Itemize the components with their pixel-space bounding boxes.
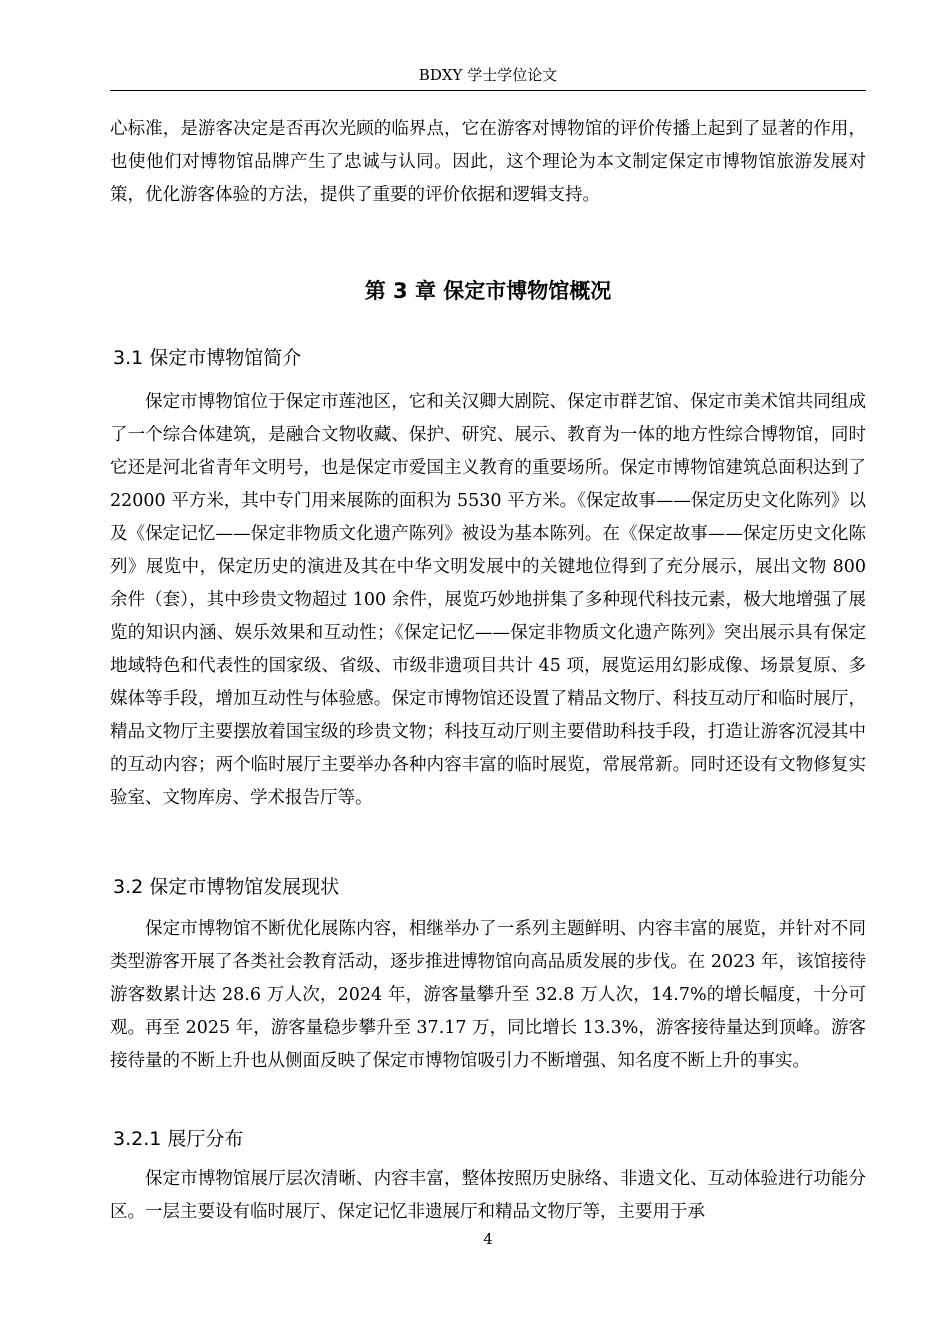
section-paragraph-3-2: 保定市博物馆不断优化展陈内容，相继举办了一系列主题鲜明、内容丰富的展览，并针对不同类型游客开展了各类社会教育活动，逐步推进博物馆向高品质发展的步伐。在 2023 年，该馆接待游客数累计达 28.6 万人次，2024 年，游客量攀升至 32.8 万人次，14.7%的增长幅度，十分可观。再至 2025 年，游客量稳步攀升至 37.17 万，同比增长 13.3%，游客接待量达到顶峰。游客接待量的不断上升也从侧面反映了保定市博物馆吸引力不断增强、知名度不断上升的事实。 — [110, 919, 866, 1071]
chapter-title: 第 3 章 保定市博物馆概况 — [364, 279, 612, 303]
intro-paragraph: 心标准，是游客决定是否再次光顾的临界点，它在游客对博物馆的评价传播上起到了显著的作用，也使他们对博物馆品牌产生了忠诚与认同。因此，这个理论为本文制定保定市博物馆旅游发展对策，优化游客体验的方法，提供了重要的评价依据和逻辑支持。 — [110, 119, 866, 205]
section-heading-3-1: 3.1 保定市博物馆简介 — [113, 347, 302, 369]
section-heading-3-2: 3.2 保定市博物馆发展现状 — [113, 876, 340, 898]
page-header — [110, 62, 866, 91]
header-title: BDXY 学士学位论文 — [418, 66, 558, 84]
section-paragraph-3-1: 保定市博物馆位于保定市莲池区，它和关汉卿大剧院、保定市群艺馆、保定市美术馆共同组成了一个综合体建筑，是融合文物收藏、保护、研究、展示、教育为一体的地方性综合博物馆，同时它还是河北省青年文明号，也是保定市爱国主义教育的重要场所。保定市博物馆建筑总面积达到了 22000 平方米，其中专门用来展陈的面积为 5530 平方米。《保定故事——保定历史文化陈列》以及《保定记忆——保定非物质文化遗产陈列》被设为基本陈列。在《保定故事——保定历史文化陈列》展览中，保定历史的演进及其在中华文明发展中的关键地位得到了充分展示，展出文物 800 余件（套），其中珍贵文物超过 100 余件，展览巧妙地拼集了多种现代科技元素，极大地增强了展览的知识内涵、娱乐效果和互动性；《保定记忆——保定非物质文化遗产陈列》突出展示具有保定地域特色和代表性的国家级、省级、市级非遗项目共计 45 项，展览运用幻影成像、场景复原、多媒体等手段，增加互动性与体验感。保定市博物馆还设置了精品文物厅、科技互动厅和临时展厅，精品文物厅主要摆放着国宝级的珍贵文物；科技互动厅则主要借助科技手段，打造让游客沉浸其中的互动内容；两个临时展厅主要举办各种内容丰富的临时展览，常展常新。同时还设有文物修复实验室、文物库房、学术报告厅等。 — [110, 392, 866, 808]
section-paragraph-3-2-1: 保定市博物馆展厅层次清晰、内容丰富，整体按照历史脉络、非遗文化、互动体验进行功能分区。一层主要设有临时展厅、保定记忆非遗展厅和精品文物厅等，主要用于承 — [110, 1169, 866, 1222]
section-heading-3-2-1: 3.2.1 展厅分布 — [113, 1128, 244, 1150]
page-number: 4 — [483, 1230, 493, 1248]
